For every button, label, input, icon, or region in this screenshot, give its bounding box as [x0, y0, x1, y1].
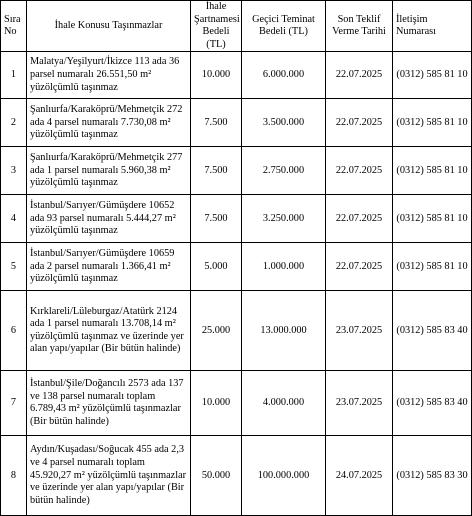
- row-no: 8: [1, 436, 27, 516]
- row-teminat: 13.000.000: [242, 291, 326, 371]
- row-tarih: 24.07.2025: [326, 436, 393, 516]
- row-iletisim: (0312) 585 83 40: [393, 291, 472, 371]
- row-iletisim: (0312) 585 83 30: [393, 436, 472, 516]
- row-tarih: 22.07.2025: [326, 52, 393, 99]
- table-row: [1, 243, 472, 291]
- row-sartname: 7.500: [191, 99, 242, 147]
- row-sartname: 25.000: [191, 291, 242, 371]
- row-tarih: 23.07.2025: [326, 371, 393, 436]
- table-row: [1, 99, 472, 147]
- row-tarih: 22.07.2025: [326, 147, 393, 195]
- row-sartname: 10.000: [191, 371, 242, 436]
- row-konu: Kırklareli/Lüleburgaz/Atatürk 2124 ada 1 parsel numaralı 13.708,14 m² yüzölçümlü taşınmaz ve üzerinde yer alan yapı/yapılar (Bir bütün halinde): [27, 291, 191, 371]
- row-teminat: 3.250.000: [242, 195, 326, 243]
- header-iletisim: İletişim Numarası: [393, 1, 472, 52]
- row-no: 2: [1, 99, 27, 147]
- row-konu: İstanbul/Sarıyer/Gümüşdere 10659 ada 2 parsel numaralı 1.366,41 m² yüzölçümlü taşınmaz: [27, 243, 191, 291]
- row-sartname: 10.000: [191, 52, 242, 99]
- header-sartname: İhale Şartnamesi Bedeli (TL): [191, 1, 242, 52]
- row-sartname: 7.500: [191, 195, 242, 243]
- row-teminat: 4.000.000: [242, 371, 326, 436]
- row-konu: Şanlıurfa/Karaköprü/Mehmetçik 277 ada 1 parsel numaralı 5.960,38 m² yüzölçümlü taşınmaz: [27, 147, 191, 195]
- table-row: [1, 195, 472, 243]
- row-tarih: 22.07.2025: [326, 243, 393, 291]
- row-tarih: 23.07.2025: [326, 291, 393, 371]
- row-konu: İstanbul/Şile/Doğancılı 2573 ada 137 ve 138 parsel numaralı toplam 6.789,43 m² yüzölçümlü taşınmazlar (Bir bütün halinde): [27, 371, 191, 436]
- row-sartname: 7.500: [191, 147, 242, 195]
- header-tarih: Son Teklif Verme Tarihi: [326, 1, 393, 52]
- row-iletisim: (0312) 585 81 10: [393, 147, 472, 195]
- row-konu: Malatya/Yeşilyurt/İkizce 113 ada 36 parsel numaralı 26.551,50 m² yüzölçümlü taşınmaz: [27, 52, 191, 99]
- row-iletisim: (0312) 585 81 10: [393, 195, 472, 243]
- table-row: [1, 291, 472, 371]
- row-tarih: 22.07.2025: [326, 195, 393, 243]
- row-no: 1: [1, 52, 27, 99]
- row-iletisim: (0312) 585 83 40: [393, 371, 472, 436]
- table-row: [1, 436, 472, 516]
- header-no: Sıra No: [1, 1, 27, 52]
- table-row: [1, 147, 472, 195]
- header-row: [1, 1, 472, 52]
- row-teminat: 3.500.000: [242, 99, 326, 147]
- row-teminat: 1.000.000: [242, 243, 326, 291]
- row-no: 3: [1, 147, 27, 195]
- row-no: 5: [1, 243, 27, 291]
- row-tarih: 22.07.2025: [326, 99, 393, 147]
- row-konu: Şanlıurfa/Karaköprü/Mehmetçik 272 ada 4 parsel numaralı 7.730,08 m² yüzölçümlü taşınmaz: [27, 99, 191, 147]
- header-konu: İhale Konusu Taşınmazlar: [27, 1, 191, 52]
- row-teminat: 6.000.000: [242, 52, 326, 99]
- header-teminat: Geçici Teminat Bedeli (TL): [242, 1, 326, 52]
- row-no: 4: [1, 195, 27, 243]
- row-teminat: 100.000.000: [242, 436, 326, 516]
- row-sartname: 50.000: [191, 436, 242, 516]
- row-no: 6: [1, 291, 27, 371]
- row-no: 7: [1, 371, 27, 436]
- row-konu: İstanbul/Sarıyer/Gümüşdere 10652 ada 93 parsel numaralı 5.444,27 m² yüzölçümlü taşınmaz: [27, 195, 191, 243]
- table-row: [1, 371, 472, 436]
- row-iletisim: (0312) 585 81 10: [393, 99, 472, 147]
- row-iletisim: (0312) 585 81 10: [393, 243, 472, 291]
- row-konu: Aydın/Kuşadası/Soğucak 455 ada 2,3 ve 4 parsel numaralı toplam 45.920,27 m² yüzölçümlü taşınmazlar ve üzerinde yer alan yapı/yapılar (Bir bütün halinde): [27, 436, 191, 516]
- row-teminat: 2.750.000: [242, 147, 326, 195]
- row-sartname: 5.000: [191, 243, 242, 291]
- row-iletisim: (0312) 585 81 10: [393, 52, 472, 99]
- table-row: [1, 52, 472, 99]
